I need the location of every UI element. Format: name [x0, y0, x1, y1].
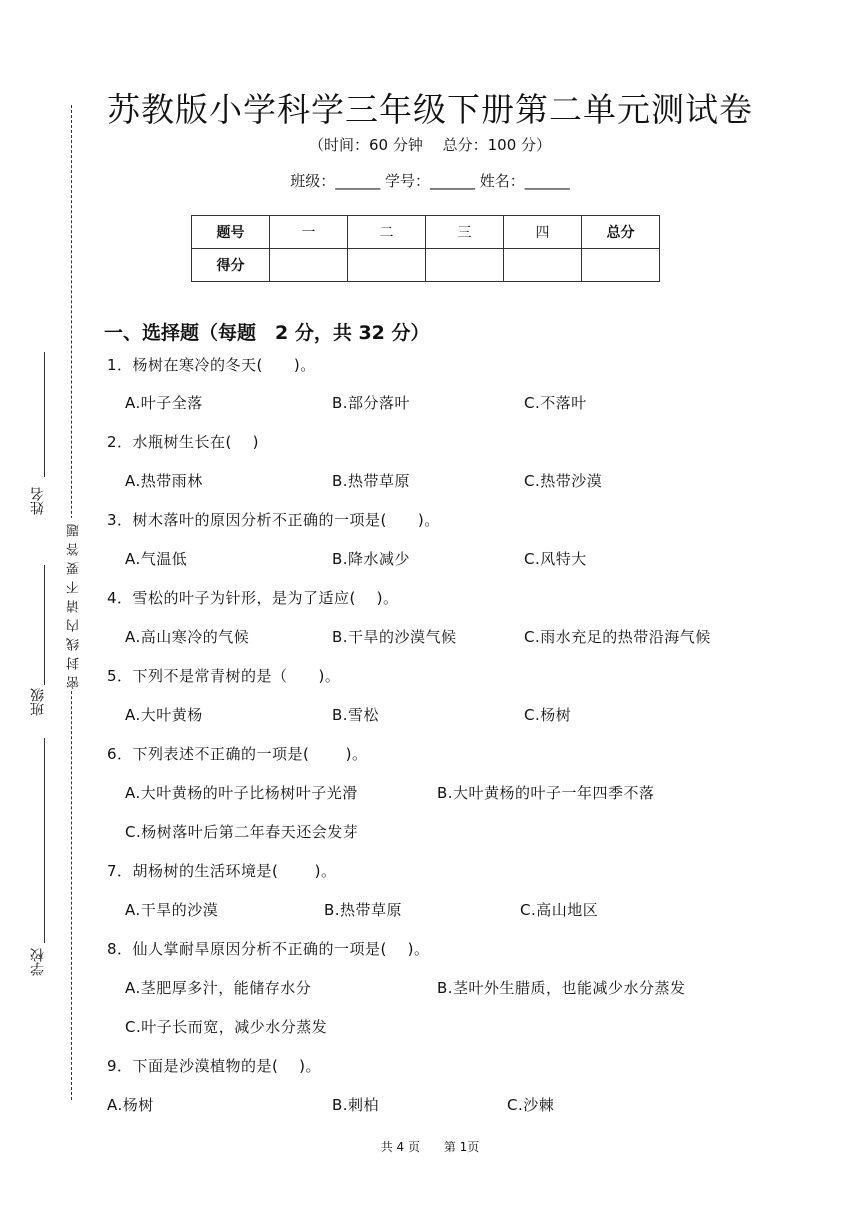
question-stem: 9．下面是沙漠植物的是( )。 — [107, 1057, 322, 1075]
question-stem: 3．树木落叶的原因分析不正确的一项是( )。 — [107, 511, 440, 529]
question-stem: 7．胡杨树的生活环境是( )。 — [107, 862, 337, 880]
option-c: C.高山地区 — [520, 901, 599, 919]
table-cell: 四 — [504, 216, 582, 249]
exam-title: 苏教版小学科学三年级下册第二单元测试卷 — [107, 90, 753, 129]
option-b: B.降水减少 — [332, 550, 411, 568]
option-b: B.热带草原 — [332, 472, 411, 490]
score-input-cell[interactable] — [426, 249, 504, 282]
score-table-score-row — [192, 249, 660, 282]
score-input-cell[interactable] — [504, 249, 582, 282]
option-c: C.杨树落叶后第二年春天还会发芽 — [125, 823, 359, 841]
option-b: B.干旱的沙漠气候 — [332, 628, 457, 646]
name-label: 姓名 — [30, 487, 46, 515]
score-input-cell[interactable] — [348, 249, 426, 282]
section-heading: 一、选择题（每题 2 分，共 32 分） — [104, 322, 430, 344]
table-cell: 题号 — [192, 216, 270, 249]
score-input-cell[interactable] — [270, 249, 348, 282]
option-c: C.雨水充足的热带沿海气候 — [524, 628, 711, 646]
current-page: 第 1页 — [443, 1140, 480, 1154]
score-input-cell[interactable] — [582, 249, 660, 282]
question-stem: 8．仙人掌耐旱原因分析不正确的一项是( )。 — [107, 940, 430, 958]
option-a: A.高山寒冷的气候 — [125, 628, 250, 646]
question-stem: 5．下列不是常青树的是（ )。 — [107, 667, 341, 685]
option-c: C.风特大 — [524, 550, 587, 568]
option-a: A.茎肥厚多汁，能储存水分 — [125, 979, 312, 997]
school-write-line — [44, 738, 45, 943]
table-cell: 得分 — [192, 249, 270, 282]
class-write-line — [44, 565, 45, 685]
option-a: A.大叶黄杨的叶子比杨树叶子光滑 — [125, 784, 358, 802]
option-c: C.不落叶 — [524, 394, 587, 412]
table-cell: 一 — [270, 216, 348, 249]
option-b: B.刺柏 — [332, 1096, 380, 1114]
option-a: A.干旱的沙漠 — [125, 901, 219, 919]
table-cell: 二 — [348, 216, 426, 249]
class-label: 班级 — [30, 688, 46, 716]
name-write-line — [44, 352, 45, 477]
question-stem: 2．水瓶树生长在( ) — [107, 433, 260, 451]
option-c: C.沙棘 — [507, 1096, 555, 1114]
exam-subtitle: （时间：60 分钟 总分：100 分） — [308, 136, 552, 154]
option-a: A.杨树 — [107, 1096, 154, 1114]
option-b: B.茎叶外生腊质，也能减少水分蒸发 — [437, 979, 686, 997]
total-pages: 共 4 页 — [380, 1140, 420, 1154]
school-label: 学校 — [30, 948, 46, 976]
option-a: A.大叶黄杨 — [125, 706, 203, 724]
score-table-header-row — [192, 216, 660, 249]
option-b: B.大叶黄杨的叶子一年四季不落 — [437, 784, 655, 802]
option-a: A.气温低 — [125, 550, 188, 568]
option-c: C.杨树 — [524, 706, 572, 724]
question-stem: 1．杨树在寒冷的冬天( )。 — [107, 356, 316, 374]
option-b: B.部分落叶 — [332, 394, 411, 412]
option-b: B.热带草原 — [324, 901, 403, 919]
seal-instruction: 密封线内请不要答题 — [67, 518, 82, 689]
option-a: A.叶子全落 — [125, 394, 203, 412]
table-cell: 总分 — [582, 216, 660, 249]
page-footer — [0, 1138, 860, 1155]
question-stem: 6．下列表述不正确的一项是( )。 — [107, 745, 368, 763]
table-cell: 三 — [426, 216, 504, 249]
option-b: B.雪松 — [332, 706, 380, 724]
option-c: C.叶子长而宽，减少水分蒸发 — [125, 1018, 328, 1036]
question-stem: 4．雪松的叶子为针形，是为了适应( )。 — [107, 589, 399, 607]
score-table — [191, 215, 660, 282]
option-a: A.热带雨林 — [125, 472, 203, 490]
student-info-line: 班级：______ 学号：______ 姓名：______ — [290, 172, 570, 190]
option-c: C.热带沙漠 — [524, 472, 603, 490]
